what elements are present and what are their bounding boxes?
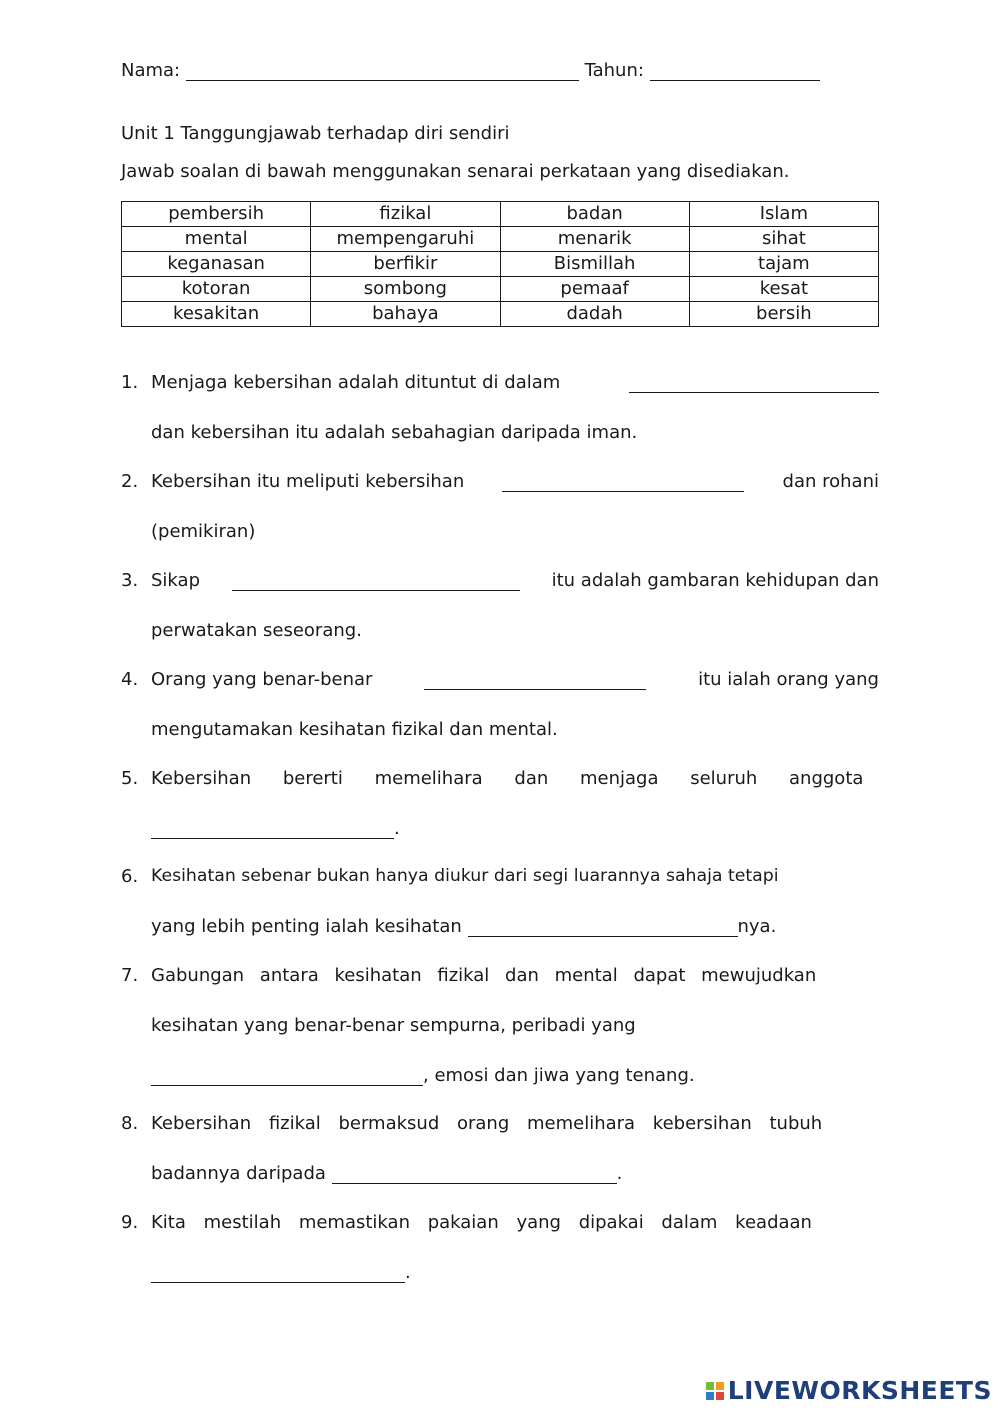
- word-cell: kesat: [689, 277, 878, 302]
- question-text-cont: mengutamakan kesihatan fizikal dan mental.: [151, 719, 558, 740]
- question-text-cont: perwatakan seseorang.: [151, 620, 362, 641]
- question-number: 4.: [121, 669, 139, 690]
- word-cell: mempengaruhi: [311, 227, 500, 252]
- answer-6-input[interactable]: [468, 918, 738, 937]
- liveworksheets-logo: [706, 1376, 992, 1405]
- word-row: [122, 202, 879, 227]
- question-text: itu ialah orang yang: [698, 669, 879, 690]
- question-text-cont: .: [405, 1262, 411, 1283]
- question-number: 1.: [121, 372, 139, 393]
- word-cell: keganasan: [122, 252, 311, 277]
- question-text-cont: .: [394, 818, 400, 839]
- word-cell: bersih: [689, 302, 878, 327]
- question-text: Sikap: [151, 570, 200, 591]
- word-cell: Bismillah: [500, 252, 689, 277]
- question-text: Kesihatan sebenar bukan hanya diukur dari segi luarannya sahaja tetapi: [151, 866, 779, 886]
- question-text: Orang yang benar-benar: [151, 669, 373, 690]
- nama-input[interactable]: [186, 62, 579, 81]
- question-number: 2.: [121, 471, 139, 492]
- word-cell: badan: [500, 202, 689, 227]
- question-text: itu adalah gambaran kehidupan dan: [551, 570, 879, 591]
- tahun-input[interactable]: [650, 62, 820, 81]
- question-text: Kebersihan bererti memelihara dan menjaga seluruh anggota: [151, 768, 864, 789]
- question-text-cont: , emosi dan jiwa yang tenang.: [423, 1065, 695, 1086]
- instruction: Jawab soalan di bawah menggunakan senarai perkataan yang disediakan.: [121, 161, 790, 182]
- question-text-cont: badannya daripada: [151, 1163, 326, 1184]
- question-number: 6.: [121, 866, 139, 887]
- nama-label: Nama:: [121, 60, 181, 81]
- question-text: Menjaga kebersihan adalah dituntut di dalam: [151, 372, 561, 393]
- word-cell: sihat: [689, 227, 878, 252]
- word-cell: menarik: [500, 227, 689, 252]
- question-number: 5.: [121, 768, 139, 789]
- word-row: [122, 302, 879, 327]
- question-text: Gabungan antara kesihatan fizikal dan mental dapat mewujudkan: [151, 965, 817, 986]
- question-text: dan rohani: [782, 471, 879, 492]
- question-text-cont: .: [616, 1163, 623, 1184]
- question-text-cont: (pemikiran): [151, 521, 256, 542]
- question-number: 8.: [121, 1113, 139, 1134]
- word-cell: berfikir: [311, 252, 500, 277]
- word-cell: kesakitan: [122, 302, 311, 327]
- answer-9-input[interactable]: [151, 1264, 405, 1283]
- question-text-cont: yang lebih penting ialah kesihatan: [151, 916, 462, 937]
- word-cell: dadah: [500, 302, 689, 327]
- brand-text: LIVEWORKSHEETS: [727, 1376, 992, 1405]
- liveworksheets-logo-icon: [706, 1382, 724, 1400]
- word-cell: pemaaf: [500, 277, 689, 302]
- word-cell: tajam: [689, 252, 878, 277]
- word-cell: kotoran: [122, 277, 311, 302]
- answer-8-input[interactable]: [332, 1165, 617, 1184]
- answer-7-input[interactable]: [151, 1067, 423, 1086]
- word-bank-table: [121, 201, 879, 327]
- question-text: Kita mestilah memastikan pakaian yang dipakai dalam keadaan: [151, 1212, 812, 1233]
- question-number: 9.: [121, 1212, 139, 1233]
- name-year-line: [121, 60, 820, 81]
- tahun-label: Tahun:: [584, 60, 644, 81]
- question-number: 7.: [121, 965, 139, 986]
- unit-title: Unit 1 Tanggungjawab terhadap diri sendiri: [121, 123, 510, 144]
- answer-1-input[interactable]: [629, 374, 879, 393]
- answer-3-input[interactable]: [232, 572, 520, 591]
- word-cell: pembersih: [122, 202, 311, 227]
- question-text-cont: nya.: [737, 916, 777, 937]
- word-cell: bahaya: [311, 302, 500, 327]
- question-text-cont: kesihatan yang benar-benar sempurna, peribadi yang: [151, 1015, 636, 1036]
- answer-2-input[interactable]: [502, 473, 744, 492]
- word-row: [122, 277, 879, 302]
- word-cell: fizikal: [311, 202, 500, 227]
- word-row: [122, 252, 879, 277]
- answer-4-input[interactable]: [424, 671, 646, 690]
- word-cell: Islam: [689, 202, 878, 227]
- word-cell: mental: [122, 227, 311, 252]
- question-number: 3.: [121, 570, 139, 591]
- answer-5-input[interactable]: [151, 820, 394, 839]
- question-text-cont: dan kebersihan itu adalah sebahagian daripada iman.: [151, 422, 638, 443]
- question-text: Kebersihan fizikal bermaksud orang memelihara kebersihan tubuh: [151, 1113, 823, 1134]
- word-cell: sombong: [311, 277, 500, 302]
- word-row: [122, 227, 879, 252]
- question-text: Kebersihan itu meliputi kebersihan: [151, 471, 465, 492]
